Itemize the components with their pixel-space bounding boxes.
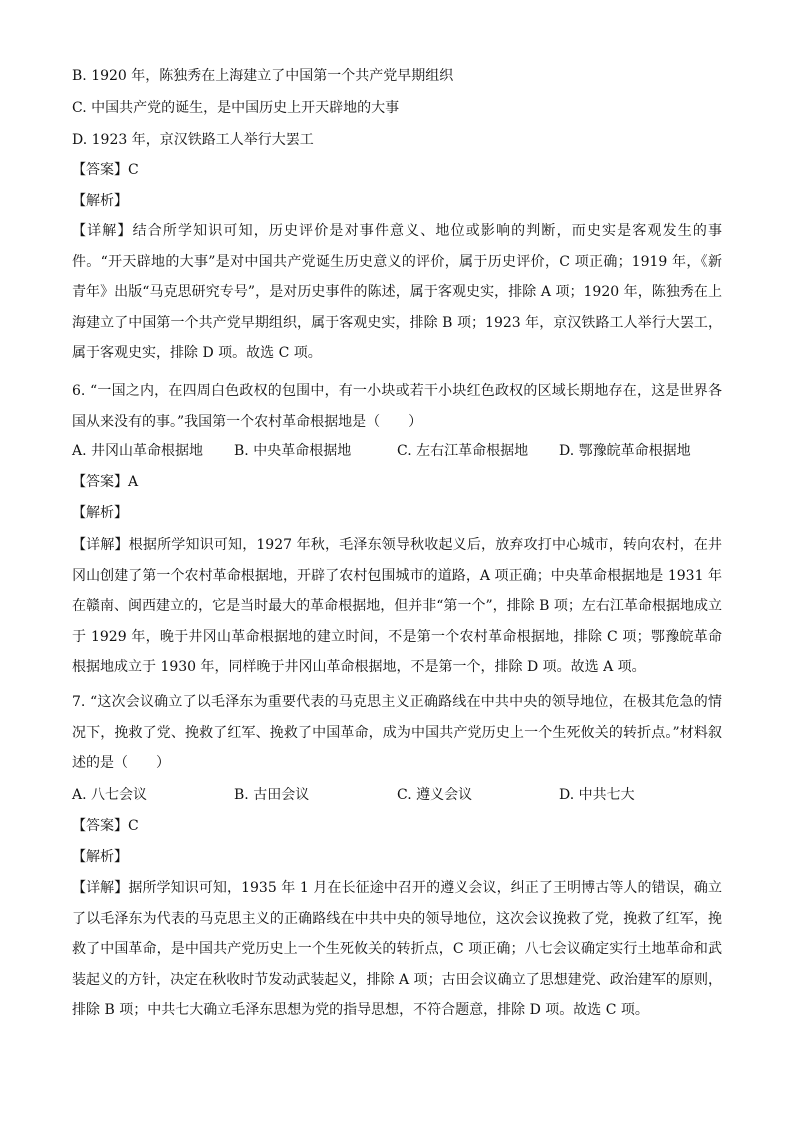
- q6-answer: 【答案】A: [72, 474, 139, 490]
- q7-answer: 【答案】C: [72, 818, 139, 834]
- q6-option-b: B. 中央革命根据地: [234, 443, 352, 459]
- q6-detail: 【详解】根据所学知识可知，1927 年秋，毛泽东领导秋收起义后，放弃攻打中心城市，转向农村，在井冈山创建了第一个农村革命根据地，开辟了农村包围城市的道路，A 项正确；中央革命根据地是 1931 年在赣南、闽西建立的，它是当时最大的革命根据地，但并非“第一个”，排除 B 项；左右江革命根据地成立于 1929 年，晚于井冈山革命根据地的建立时间，不是第一个农村革命根据地，排除 C 项；鄂豫皖革命根据地成立于 1930 年，同样晚于井冈山革命根据地，不是第一个，排除 D 项。故选 A 项。: [72, 537, 722, 675]
- q6-options: [72, 441, 722, 461]
- q7-option-b: B. 古田会议: [234, 787, 310, 803]
- q6-option-a: A. 井冈山革命根据地: [72, 443, 204, 459]
- q6-analysis-label: 【解析】: [72, 505, 128, 521]
- q7-option-a: A. 八七会议: [72, 787, 148, 803]
- q5-option-d: D. 1923 年，京汉铁路工人举行大罢工: [72, 132, 314, 148]
- q5-option-b: B. 1920 年，陈独秀在上海建立了中国第一个共产党早期组织: [72, 68, 454, 84]
- q7-options: [72, 785, 722, 805]
- q5-analysis-label: 【解析】: [72, 193, 128, 209]
- q5-option-c: C. 中国共产党的诞生，是中国历史上开天辟地的大事: [72, 100, 400, 116]
- q5-answer: 【答案】C: [72, 162, 139, 178]
- q7-detail: 【详解】据所学知识可知，1935 年 1 月在长征途中召开的遵义会议，纠正了王明博古等人的错误，确立了以毛泽东为代表的马克思主义的正确路线在中共中央的领导地位，这次会议挽救了党，挽救了红军，挽救了中国革命，是中国共产党历史上一个生死攸关的转折点，C 项正确；八七会议确定实行土地革命和武装起义的方针，决定在秋收时节发动武装起义，排除 A 项；古田会议确立了思想建党、政治建军的原则，排除 B 项；中共七大确立毛泽东思想为党的指导思想，不符合题意，排除 D 项。故选 C 项。: [72, 880, 722, 1018]
- q7-option-c: C. 遵义会议: [397, 787, 473, 803]
- q5-detail: 【详解】结合所学知识可知，历史评价是对事件意义、地位或影响的判断，而史实是客观发生的事件。“开天辟地的大事”是对中国共产党诞生历史意义的评价，属于历史评价，C 项正确；1919 年，《新青年》出版“马克思研究专号”，是对历史事件的陈述，属于客观史实，排除 A 项；1920 年，陈独秀在上海建立了中国第一个共产党早期组织，属于客观史实，排除 B 项；1923 年，京汉铁路工人举行大罢工，属于客观史实，排除 D 项。故选 C 项。: [72, 223, 722, 361]
- q7-option-d: D. 中共七大: [559, 787, 635, 803]
- q7-analysis-label: 【解析】: [72, 849, 128, 865]
- q7-stem: 7. “这次会议确立了以毛泽东为重要代表的马克思主义正确路线在中共中央的领导地位，在极其危急的情况下，挽救了党、挽救了红军、挽救了中国革命，成为中国共产党历史上一个生死攸关的转折点。”材料叙述的是（ ）: [72, 694, 722, 771]
- q6-stem: 6. “一国之内，在四周白色政权的包围中，有一小块或若干小块红色政权的区域长期地存在，这是世界各国从来没有的事。”我国第一个农村革命根据地是（ ）: [72, 383, 722, 430]
- q6-option-c: C. 左右江革命根据地: [397, 443, 529, 459]
- q6-option-d: D. 鄂豫皖革命根据地: [559, 443, 691, 459]
